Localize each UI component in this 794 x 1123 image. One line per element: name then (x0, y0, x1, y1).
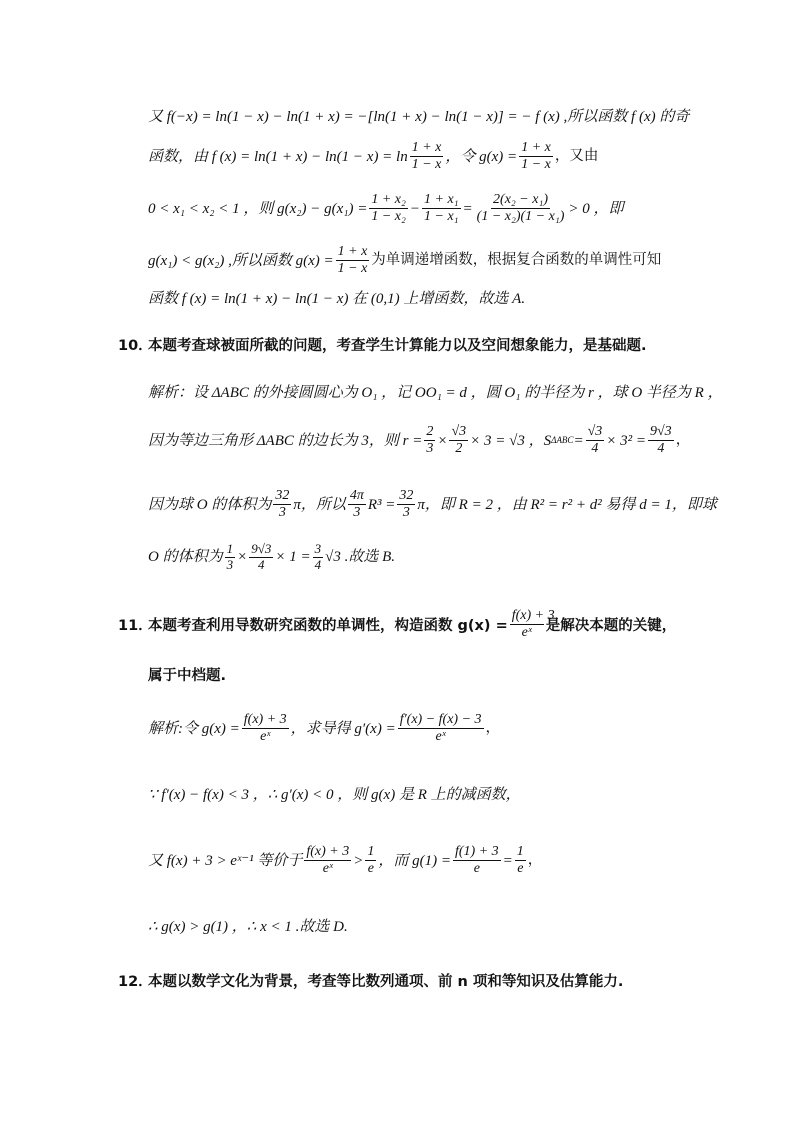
operator: = (573, 432, 584, 449)
formula: × 1 = (275, 549, 311, 566)
text-line (148, 424, 694, 457)
denominator: 3 (226, 556, 234, 572)
operator: = (462, 200, 473, 217)
problem-number: 12． (118, 974, 153, 990)
numerator: f(x) + 3 (510, 608, 544, 625)
problem-heading-12 (118, 970, 623, 991)
formula: 因为等边三角形 ΔABC 的边长为 3，则 r = (148, 432, 423, 449)
formula: 又 f(−x) = ln(1 − x) − ln(1 + x) = −[ln(1 + x) − ln(1 − x)] = − f (x) ,所以函数 f (x) 的奇 (148, 109, 690, 125)
subscript: ΔABC (551, 435, 574, 446)
denominator: eˣ (435, 729, 446, 745)
fraction (648, 424, 674, 457)
text-line (148, 384, 723, 402)
numerator: 9√3 (648, 424, 674, 441)
fraction (365, 844, 376, 877)
numerator: 9√3 (251, 541, 272, 556)
text: ， (485, 719, 501, 736)
problem-heading-10 (118, 334, 647, 355)
problem-title: 本题考查利用导数研究函数的单调性，构造函数 g(x) = (148, 618, 508, 635)
numerator: 1 (365, 844, 376, 861)
denominator: 1 − x₁ (424, 209, 459, 225)
formula: ，求导得 g′(x) = (290, 720, 396, 737)
formula: π，即 R = 2 ，由 R² = r² + d² 易得 d = 1，即球 (417, 496, 717, 513)
denominator: 2 (455, 441, 463, 457)
operator: > (353, 852, 364, 869)
fraction (273, 488, 291, 521)
formula: ∵ f′(x) − f(x) < 3 ，∴ g′(x) < 0 ，则 g(x) 是 R 上的减函数， (148, 787, 521, 803)
numerator: f′(x) − f(x) − 3 (398, 712, 484, 729)
fraction (242, 712, 289, 745)
problem-number: 10． (118, 338, 153, 354)
formula: 解析：设 ΔABC 的外接圆圆心为 O₁ ，记 OO₁ = d ，圆 O₁ 的半径为 r ，球 O 半径为 R ， (148, 385, 723, 401)
fraction (397, 488, 415, 521)
formula: 0 < x₁ < x₂ < 1 ，则 g(x₂) − g(x₁) = (148, 200, 368, 217)
numerator: 1 + x (410, 140, 444, 157)
text-line (148, 542, 694, 573)
problem-heading-11 (118, 608, 676, 641)
fraction (510, 608, 555, 641)
denominator: 4 (657, 441, 665, 457)
denominator: (1 − x₂)(1 − x₁) (476, 209, 565, 225)
formula: ∴ g(x) > g(1) ，∴ x < 1 .故选 D. (148, 919, 348, 935)
numerator: 2 (424, 424, 435, 441)
numerator: √3 (586, 424, 605, 441)
fraction (424, 424, 435, 457)
denominator: eˣ (322, 861, 333, 877)
formula: 函数，由 f (x) = ln(1 + x) − ln(1 − x) = ln (148, 148, 408, 165)
text-line (148, 844, 694, 877)
fraction (304, 844, 351, 877)
problem-number: 11． (118, 618, 153, 635)
numerator: 1 + x (519, 140, 553, 157)
formula: g(x₁) < g(x₂) ,所以函数 g(x) = (148, 252, 334, 269)
text-line (148, 140, 694, 173)
denominator: 3 (402, 505, 410, 521)
text: ， (675, 431, 691, 448)
numerator: 4π (348, 488, 366, 505)
numerator: 1 + x₂ (369, 192, 408, 209)
text-line (148, 192, 694, 225)
text-line (148, 108, 694, 126)
text-line (148, 918, 694, 936)
problem-title: 本题以数学文化为背景，考查等比数列通项、前 n 项和等知识及估算能力. (148, 974, 624, 990)
formula: π，所以 (293, 496, 346, 513)
numerator: 32 (397, 488, 415, 505)
fraction (336, 244, 370, 277)
numerator: 1 (226, 541, 234, 556)
denominator: 4 (258, 556, 265, 572)
fraction (449, 424, 468, 457)
denominator: 3 (278, 505, 286, 521)
fraction (515, 844, 526, 877)
fraction (519, 140, 553, 173)
numerator: 1 + x₁ (422, 192, 461, 209)
text: ，又由 (554, 147, 599, 164)
denominator: 1 − x (521, 157, 551, 173)
text-line (148, 786, 694, 804)
formula: √3 .故选 B. (325, 549, 396, 566)
formula: × 3 = √3 ，S (470, 432, 552, 449)
problem-title: 本题考查球被面所截的问题，考查学生计算能力以及空间想象能力，是基础题. (148, 338, 647, 354)
fraction (348, 488, 366, 521)
denominator: 3 (426, 441, 434, 457)
problem-title: 属于中档题. (148, 668, 227, 684)
formula: 又 f(x) + 3 > eˣ⁻¹ 等价于 (148, 852, 303, 869)
fraction (249, 542, 273, 573)
numerator: 1 + x (336, 244, 370, 261)
numerator: f(1) + 3 (453, 844, 501, 861)
fraction (475, 192, 567, 225)
text-line (148, 290, 694, 308)
denominator: 4 (314, 556, 322, 572)
operator: = (502, 852, 513, 869)
problem-heading-11-cont (148, 664, 226, 685)
denominator: 1 − x (337, 261, 368, 277)
fraction (369, 192, 408, 225)
operator: − (409, 200, 420, 217)
numerator: 2(x₂ − x₁) (491, 192, 550, 209)
numerator: f(x) + 3 (242, 712, 289, 729)
formula: × 3² = (606, 432, 646, 449)
formula: 解析:令 g(x) = (148, 720, 240, 737)
operator: × (237, 549, 248, 566)
fraction (410, 140, 444, 173)
text: ， (527, 851, 543, 868)
formula: 函数 f (x) = ln(1 + x) − ln(1 − x) 在 (0,1) 上增函数，故选 A. (148, 291, 526, 307)
problem-title: 是解决本题的关键， (545, 618, 677, 635)
fraction (398, 712, 484, 745)
fraction (586, 424, 605, 457)
numerator: √3 (449, 424, 468, 441)
denominator: eˣ (260, 729, 271, 745)
formula: R³ = (367, 496, 396, 513)
operator: × (437, 432, 448, 449)
denominator: eˣ (521, 625, 532, 641)
fraction (453, 844, 501, 877)
formula: > 0 ，即 (568, 200, 624, 217)
denominator: e (473, 861, 480, 877)
text: 为单调递增函数，根据复合函数的单调性可知 (371, 251, 662, 268)
fraction (225, 542, 236, 573)
fraction (422, 192, 461, 225)
numerator: 3 (314, 541, 322, 556)
text-line (148, 712, 694, 745)
formula: 因为球 O 的体积为 (148, 496, 272, 513)
numerator: f(x) + 3 (304, 844, 351, 861)
numerator: 32 (273, 488, 291, 505)
numerator: 1 (515, 844, 526, 861)
denominator: e (517, 861, 524, 877)
denominator: e (367, 861, 374, 877)
denominator: 4 (591, 441, 599, 457)
text-line (148, 244, 694, 277)
text-line (148, 488, 717, 521)
formula: O 的体积为 (148, 549, 223, 566)
formula: ，而 g(1) = (378, 852, 451, 869)
denominator: 1 − x (411, 157, 442, 173)
denominator: 3 (353, 505, 361, 521)
formula: ，令 g(x) = (445, 148, 518, 165)
denominator: 1 − x₂ (371, 209, 406, 225)
fraction (313, 542, 324, 573)
